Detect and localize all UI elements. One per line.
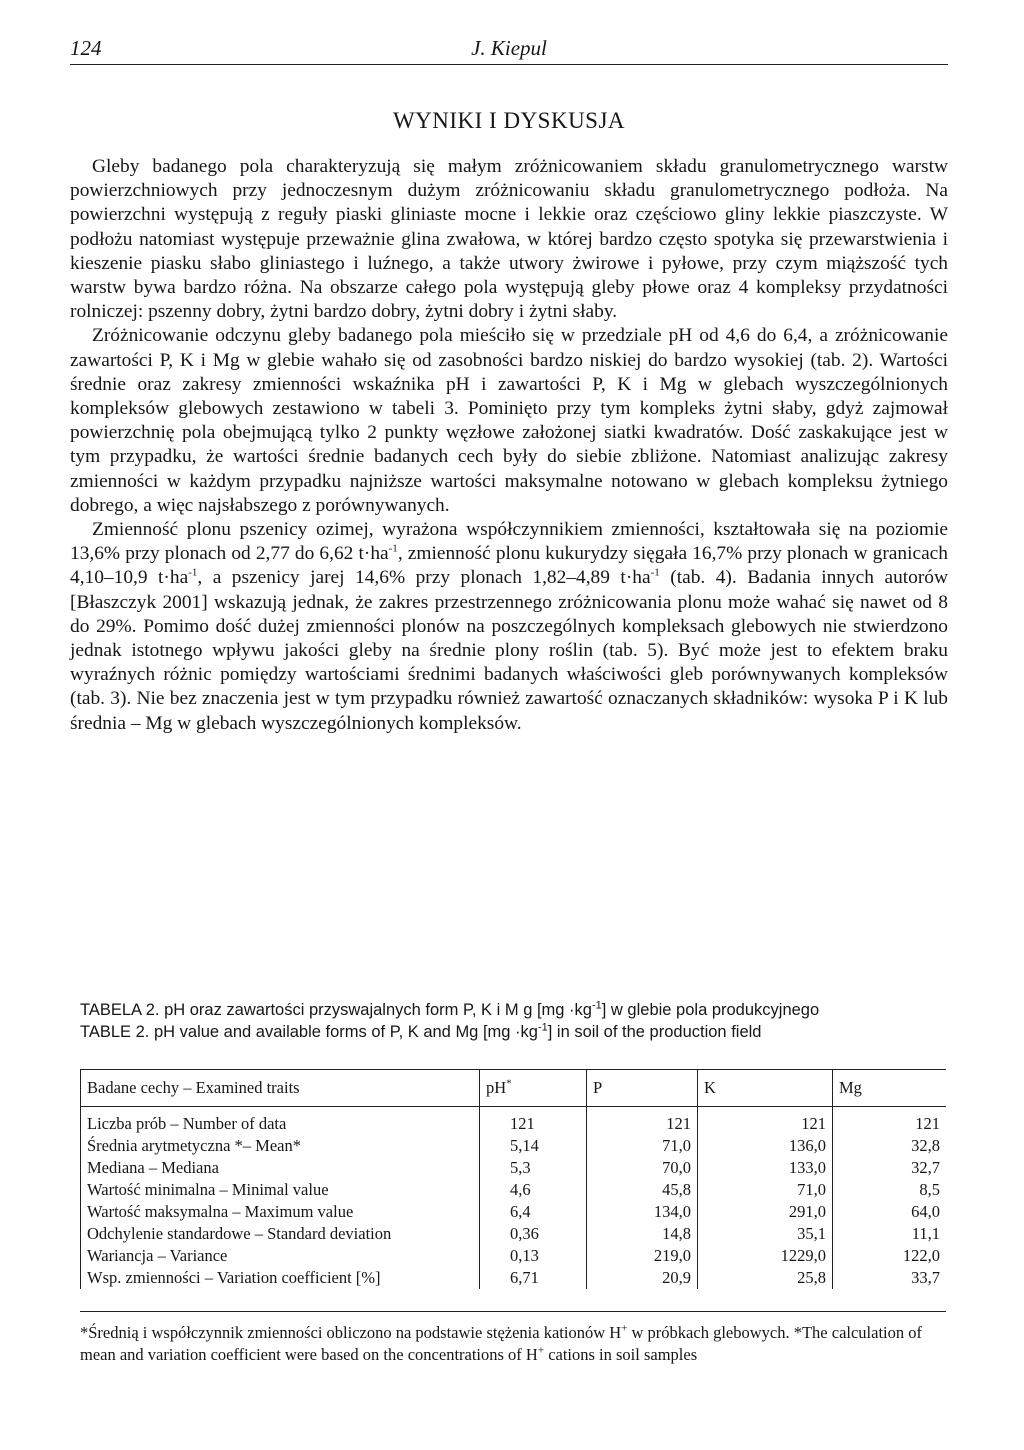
table-row bbox=[81, 1267, 947, 1289]
table-footnote: *Średnią i współczynnik zmienności obliczono na podstawie stężenia kationów H+ w próbkach glebowych. *The calculation of mean and variation coefficient were based on the concentrations of H+ cations in soil samples bbox=[80, 1322, 922, 1364]
exponent: -1 bbox=[188, 566, 198, 579]
table-cell: 70,0 bbox=[587, 1157, 698, 1179]
table-cell: 64,0 bbox=[911, 1202, 940, 1221]
table-cell: 71,0 bbox=[587, 1135, 698, 1157]
table-cell: 134,0 bbox=[587, 1201, 698, 1223]
table-cell: 32,7 bbox=[911, 1158, 940, 1177]
table-cell: 45,8 bbox=[587, 1179, 698, 1201]
table-cell: 33,7 bbox=[911, 1268, 940, 1287]
row-label: Wariancja – Variance bbox=[81, 1245, 480, 1267]
page-number: 124 bbox=[70, 36, 102, 60]
row-label: Wsp. zmienności – Variation coefficient [%] bbox=[81, 1267, 480, 1289]
table-cell: 11,1 bbox=[911, 1224, 940, 1243]
exponent: -1 bbox=[650, 566, 660, 579]
table-cell: 121 bbox=[698, 1107, 833, 1136]
paragraph-3 bbox=[70, 518, 948, 736]
paragraph-1: Gleby badanego pola charakteryzują się małym zróżnicowaniem składu granulometrycznego warstw powierzchniowych przy jednoczesnym dużym zróżnicowaniu składu granulometrycznego podłoża. Na powierzchni występują z reguły piaski gliniaste mocne i lekkie oraz częściowo gliny lekkie piaszczyste. W podłożu natomiast występuje przeważnie glina zwałowa, w której bardzo często spotyka się przewarstwienia i kieszenie piasku słabo gliniastego i luźnego, a także utwory żwirowe i pyłowe, przy czym miąższość tych warstw bywa bardzo różna. Na obszarze całego pola występują gleby płowe oraz 4 kompleksy przydatności rolniczej: pszenny dobry, żytni bardzo dobry, żytni dobry i żytni słaby. bbox=[70, 156, 948, 323]
table-cell: 14,8 bbox=[587, 1223, 698, 1245]
paragraph-2: Zróżnicowanie odczynu gleby badanego pola mieściło się w przedziale pH od 4,6 do 6,4, a zróżnicowanie zawartości P, K i Mg w glebie wahało się od zasobności bardzo niskiej do bardzo wysokiej (tab. 2). Wartości średnie oraz zakresy zmienności wskaźnika pH i zawartości P, K i Mg w glebach wyszczególnionych kompleksów glebowych zestawiono w tabeli 3. Pominięto przy tym kompleks żytni słaby, gdyż zajmował powierzchnię pola obejmującą tylko 2 punkty węzłowe założonej siatki kwadratów. Dość zaskakujące jest w tym przypadku, że wartości średnie badanych cech były do siebie zbliżone. Natomiast analizując zakresy zmienności w każdym przypadku najniższe wartości maksymalne notowano w glebach kompleksu żytniego dobrego, a więc najsłabszego z porównywanych. bbox=[70, 325, 948, 516]
table-cell: 5,14 bbox=[480, 1135, 587, 1157]
table-caption bbox=[80, 1000, 940, 1043]
table-header-row bbox=[81, 1070, 947, 1107]
row-label: Odchylenie standardowe – Standard deviation bbox=[81, 1223, 480, 1245]
data-table bbox=[80, 1069, 946, 1312]
table-cell: 121 bbox=[480, 1107, 587, 1136]
table-cell: 0,13 bbox=[480, 1245, 587, 1267]
table-cell: 219,0 bbox=[587, 1245, 698, 1267]
table-row bbox=[81, 1201, 947, 1223]
table-cell: 122,0 bbox=[902, 1246, 940, 1265]
row-label: Liczba prób – Number of data bbox=[81, 1107, 480, 1136]
table-cell: 32,8 bbox=[911, 1136, 940, 1155]
table-row bbox=[81, 1107, 947, 1136]
table-cell: 6,71 bbox=[480, 1267, 587, 1289]
column-header-p: P bbox=[587, 1070, 698, 1107]
table-caption-pl: TABELA 2. pH oraz zawartości przyswajalnych form P, K i M g $[mg \cdot kg^{-1}]$ w glebie pola produkcyjnego bbox=[80, 999, 820, 1019]
running-author: J. Kiepul bbox=[471, 36, 547, 60]
table-cell: 6,4 bbox=[480, 1201, 587, 1223]
row-label: Wartość maksymalna – Maximum value bbox=[81, 1201, 480, 1223]
row-label: Mediana – Mediana bbox=[81, 1157, 480, 1179]
row-label: Średnia arytmetyczna *– Mean* bbox=[81, 1135, 480, 1157]
section-title: WYNIKI I DYSKUSJA bbox=[392, 108, 626, 133]
table-cell: 136,0 bbox=[698, 1135, 833, 1157]
table-row bbox=[81, 1135, 947, 1157]
column-header-ph: pH* bbox=[480, 1070, 587, 1107]
table-caption-en: TABLE 2. pH value and available forms of P, K and Mg $[mg \cdot kg^{-1}]$ in soil of the production field bbox=[80, 1021, 762, 1041]
table-row bbox=[81, 1157, 947, 1179]
paragraph-3-part-d: (tab. 4). Badania innych autorów [Błaszczyk 2001] wskazują jednak, że zakres przestrzennego zróżnicowania plonu może wahać się nawet od 8 do 29%. Pomimo dość dużej zmienności plonów na poszczególnych kompleksach glebowych nie stwierdzono jednak istotnego wpływu jakości gleby na średnie plony roślin (tab. 5). Być może jest to efektem braku wyraźnych różnic pomiędzy wartościami średnimi badanych właściwości gleb porównywanych kompleksów (tab. 3). Nie bez znaczenia jest w tym przypadku również zawartość oznaczanych składników: wysoka P i K lub średnia – Mg w glebach wyszczególnionych kompleksów. bbox=[70, 567, 949, 734]
table-cell: 8,5 bbox=[919, 1180, 940, 1199]
table-cell: 5,3 bbox=[480, 1157, 587, 1179]
row-label: Wartość minimalna – Minimal value bbox=[81, 1179, 480, 1201]
paragraph-3-part-c: , a pszenicy jarej 14,6% przy plonach 1,82–4,89 t·ha bbox=[197, 567, 651, 589]
table-row bbox=[81, 1245, 947, 1267]
table-cell: 1229,0 bbox=[698, 1245, 833, 1267]
table-cell: 35,1 bbox=[698, 1223, 833, 1245]
column-header-k: K bbox=[698, 1070, 833, 1107]
exponent: -1 bbox=[388, 542, 398, 555]
running-head bbox=[70, 36, 948, 65]
table-cell: 0,36 bbox=[480, 1223, 587, 1245]
table-cell: 20,9 bbox=[587, 1267, 698, 1289]
paragraph-3-part-b: , zmienność plonu kukurydzy sięgała 16,7% przy plonach w granicach 4,10–10,9 t·ha bbox=[70, 543, 948, 589]
body-text bbox=[70, 155, 948, 736]
table-cell: 121 bbox=[587, 1107, 698, 1136]
table-cell: 121 bbox=[915, 1114, 940, 1133]
paragraph-3-part-a: Zmienność plonu pszenicy ozimej, wyrażona współczynnikiem zmienności, kształtowała się na poziomie 13,6% przy plonach od 2,77 do 6,62 t·ha bbox=[70, 519, 948, 565]
table-row bbox=[81, 1223, 947, 1245]
table-cell: 4,6 bbox=[480, 1179, 587, 1201]
table-cell: 71,0 bbox=[698, 1179, 833, 1201]
table-cell: 291,0 bbox=[698, 1201, 833, 1223]
table-cell: 25,8 bbox=[698, 1267, 833, 1289]
table-cell: 133,0 bbox=[698, 1157, 833, 1179]
table-row bbox=[81, 1179, 947, 1201]
column-header-mg: Mg bbox=[833, 1070, 947, 1107]
column-header-traits: Badane cechy – Examined traits bbox=[81, 1070, 480, 1107]
